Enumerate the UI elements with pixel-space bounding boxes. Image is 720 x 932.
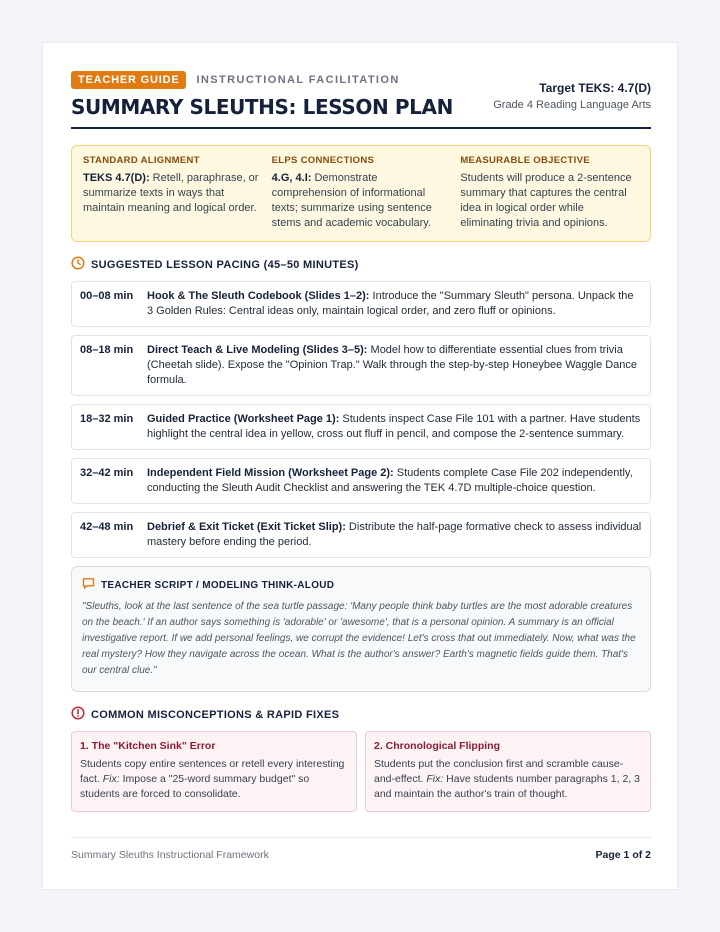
pacing-title: Independent Field Mission (Worksheet Page 2): <box>147 467 394 479</box>
pacing-description <box>147 343 642 388</box>
misconception-title: 1. The "Kitchen Sink" Error <box>80 740 216 752</box>
pacing-time: 18–32 min <box>80 413 134 425</box>
standard-body: Students will produce a 2-sentence summary that captures the central idea in logical order while eliminating trivia and opinions. <box>460 172 632 229</box>
page-footer <box>71 837 651 861</box>
fix-label: Fix: <box>426 773 444 785</box>
category-label: INSTRUCTIONAL FACILITATION <box>196 74 400 86</box>
pacing-time: 08–18 min <box>80 344 134 356</box>
misconception-body: Students copy entire sentences or retell every interesting fact. <box>80 758 345 785</box>
fix-label: Fix: <box>102 773 120 785</box>
pacing-heading-label: SUGGESTED LESSON PACING (45–50 MINUTES) <box>91 258 359 271</box>
pacing-time: 32–42 min <box>80 467 134 479</box>
header-divider <box>71 127 651 129</box>
misconception-title: 2. Chronological Flipping <box>374 740 500 752</box>
misconceptions-heading <box>71 706 651 723</box>
pacing-text: Model how to differentiate essential clues from trivia (Cheetah slide). Expose the "Opinion Trap." Walk through the step-by-step Honeybee Waggle Dance formula. <box>147 344 638 386</box>
page-content <box>71 71 651 812</box>
standard-body: Demonstrate comprehension of informational texts; summarize using sentence stems and academic vocabulary. <box>271 172 432 229</box>
pacing-description <box>147 520 642 550</box>
pacing-row <box>71 404 651 450</box>
standard-heading: ELPS CONNECTIONS <box>271 155 375 166</box>
misconceptions-heading-label: COMMON MISCONCEPTIONS & RAPID FIXES <box>91 708 340 721</box>
pacing-text: Introduce the "Summary Sleuth" persona. Unpack the 3 Golden Rules: Central ideas only, maintain logical order, and zero fluff or opinions. <box>147 290 634 317</box>
teacher-guide-badge: TEACHER GUIDE <box>71 71 186 89</box>
misconception-cards <box>71 731 651 812</box>
standard-text <box>460 171 639 231</box>
pacing-row <box>71 458 651 504</box>
script-heading <box>82 577 640 593</box>
pacing-row <box>71 281 651 327</box>
measurable-objective <box>460 155 639 231</box>
misconception-text <box>374 757 642 802</box>
standard-lead: TEKS 4.7(D): <box>83 172 150 184</box>
pacing-text: Distribute the half-page formative check to assess individual mastery before ending the period. <box>147 521 642 548</box>
pacing-description <box>147 289 642 319</box>
misconception-card <box>71 731 357 812</box>
pacing-row <box>71 512 651 558</box>
standard-text <box>83 171 262 216</box>
pacing-title: Direct Teach & Live Modeling (Slides 3–5): <box>147 344 368 356</box>
standard-heading: STANDARD ALIGNMENT <box>83 155 200 166</box>
elps-connections <box>272 155 451 231</box>
script-heading-label: TEACHER SCRIPT / MODELING THINK-ALOUD <box>101 579 335 591</box>
standard-heading: MEASURABLE OBJECTIVE <box>460 155 590 166</box>
alert-circle-icon <box>71 706 85 723</box>
teacher-script-box <box>71 566 651 692</box>
pacing-time: 42–48 min <box>80 521 134 533</box>
pacing-row <box>71 335 651 396</box>
pacing-description <box>147 412 642 442</box>
standard-body: Retell, paraphrase, or summarize texts in ways that maintain meaning and logical order. <box>83 172 259 214</box>
fix-text: Have students number paragraphs 1, 2, 3 and maintain the author's train of thought. <box>374 773 640 800</box>
header-meta <box>493 71 651 111</box>
pacing-title: Guided Practice (Worksheet Page 1): <box>147 413 340 425</box>
misconception-card <box>365 731 651 812</box>
pacing-description <box>147 466 642 496</box>
speech-bubble-icon <box>82 577 95 593</box>
script-text: "Sleuths, look at the last sentence of the sea turtle passage: 'Many people think baby turtles are the most adorable creatures on the beach.' If an author says something is 'adorable' or 'awesome', that is a personal opinion. A summary is an official investigative report. If we add personal feelings, we corrupt the evidence! Let's cross that out immediately. Now, what was the real mystery? How they navigate across the ocean. What is the author's answer? Earth's magnetic fields guide them. That's our central clue." <box>82 601 636 676</box>
header <box>71 71 651 119</box>
pacing-text: Students inspect Case File 101 with a partner. Have students highlight the central idea in yellow, cross out fluff in pencil, and compose the 2-sentence summary. <box>147 413 641 440</box>
standard-lead: 4.G, 4.I: <box>271 172 312 184</box>
standards-panel <box>71 145 651 242</box>
pacing-title: Debrief & Exit Ticket (Exit Ticket Slip): <box>147 521 346 533</box>
page-number: Page 1 of 2 <box>595 849 651 861</box>
footer-framework: Summary Sleuths Instructional Framework <box>71 849 269 861</box>
header-tags <box>71 71 453 89</box>
pacing-title: Hook & The Sleuth Codebook (Slides 1–2): <box>147 290 370 302</box>
header-left <box>71 71 453 119</box>
pacing-time: 00–08 min <box>80 290 134 302</box>
misconception-text <box>80 757 348 802</box>
standard-text <box>272 171 451 231</box>
grade-label: Grade 4 Reading Language Arts <box>493 99 651 111</box>
target-teks: Target TEKS: 4.7(D) <box>539 81 651 95</box>
pacing-list <box>71 281 651 558</box>
pacing-heading <box>71 256 651 273</box>
page-title: SUMMARY SLEUTHS: LESSON PLAN <box>71 95 453 119</box>
standard-alignment <box>83 155 262 231</box>
clock-icon <box>71 256 85 273</box>
misconception-body: Students put the conclusion first and scramble cause-and-effect. <box>374 758 624 785</box>
pacing-text: Students complete Case File 202 independently, conducting the Sleuth Audit Checklist and answering the TEK 4.7D multiple-choice question. <box>147 467 633 494</box>
lesson-plan-page <box>42 42 678 890</box>
fix-text: Impose a "25-word summary budget" so students are forced to consolidate. <box>80 773 310 800</box>
